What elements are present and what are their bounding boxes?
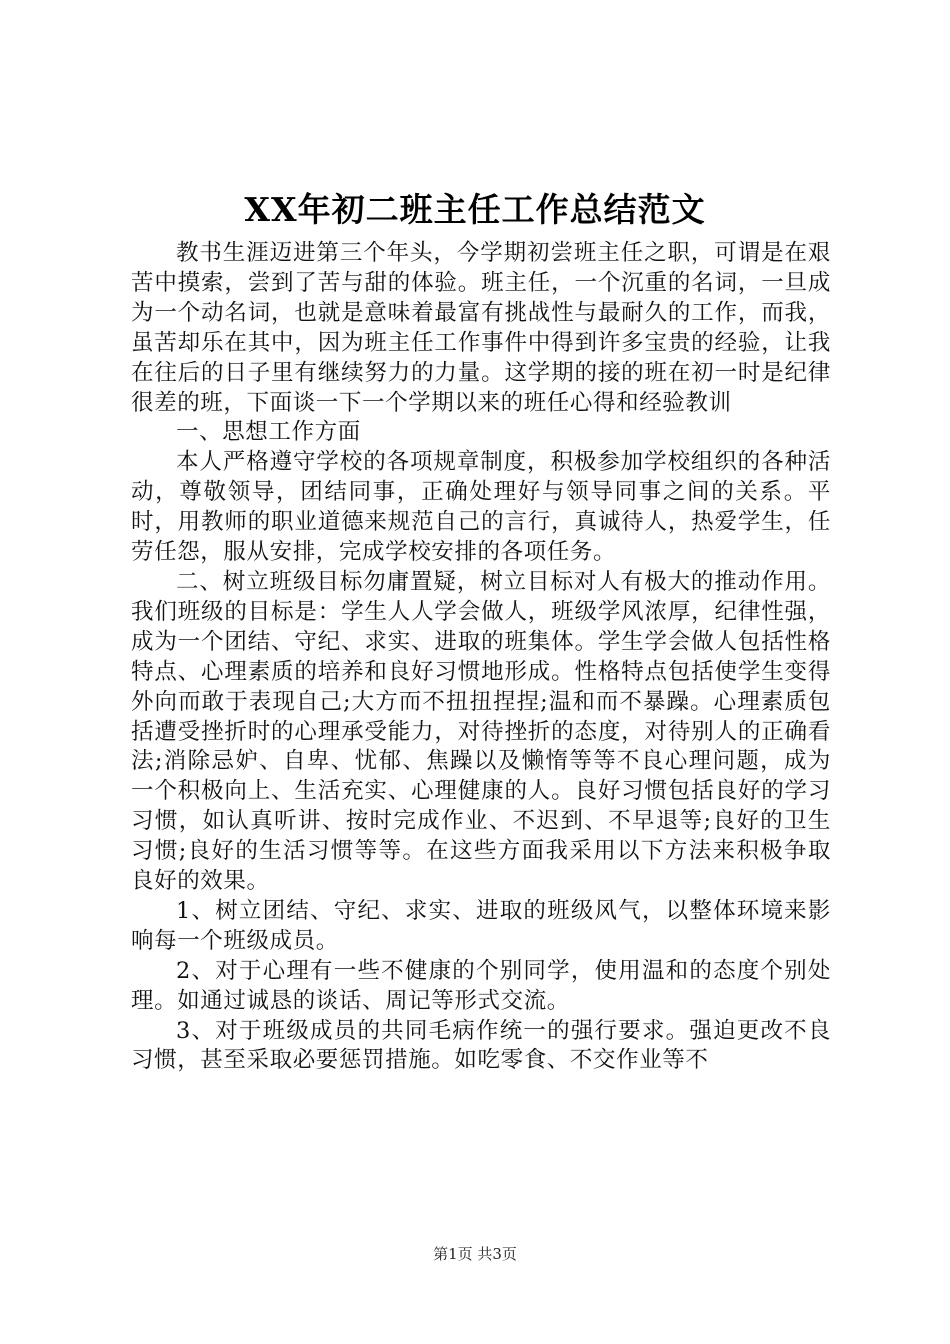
paragraph-intro: 教书生涯迈进第三个年头，今学期初尝班主任之职，可谓是在艰苦中摸索，尝到了苦与甜的体验。班主任，一个沉重的名词，一旦成为一个动名词，也就是意味着最富有挑战性与最耐久的工作，而我，虽苦却乐在其中，因为班主任工作事件中得到许多宝贵的经验，让我在往后的日子里有继续努力的力量。这学期的接的班在初一时是纪律很差的班，下面谈一下一个学期以来的班任心得和经验教训 (131, 240, 831, 416)
paragraph-thought-work: 本人严格遵守学校的各项规章制度，积极参加学校组织的各种活动，尊敬领导，团结同事，正确处理好与领导同事之间的关系。平时，用教师的职业道德来规范自己的言行，真诚待人，热爱学生，任劳任怨，服从安排，完成学校安排的各项任务。 (131, 449, 831, 566)
section-heading-thought-work: 一、思想工作方面 (176, 419, 361, 446)
page-number-footer: 第1页 共3页 (433, 1245, 517, 1263)
list-item-1: 1、树立团结、守纪、求实、进取的班级风气，以整体环境来影响每一个班级成员。 (131, 897, 831, 954)
paragraph-class-goal: 二、树立班级目标勿庸置疑，树立目标对人有极大的推动作用。我们班级的目标是：学生人人学会做人，班级学风浓厚，纪律性强，成为一个团结、守纪、求实、进取的班集体。学生学会做人包括性格特点、心理素质的培养和良好习惯地形成。性格特点包括使学生变得外向而敢于表现自己;大方而不扭扭捏捏;温和而不暴躁。心理素质包括遭受挫折时的心理承受能力，对待挫折的态度，对待别人的正确看法;消除忌妒、自卑、忧郁、焦躁以及懒惰等等不良心理问题，成为一个积极向上、生活充实、心理健康的人。良好习惯包括良好的学习习惯，如认真听讲、按时完成作业、不迟到、不早退等;良好的卫生习惯;良好的生活习惯等等。在这些方面我采用以下方法来积极争取良好的效果。 (131, 568, 831, 895)
list-item-3: 3、对于班级成员的共同毛病作统一的强行要求。强迫更改不良习惯，甚至采取必要惩罚措施。如吃零食、不交作业等不 (131, 1017, 831, 1074)
document-title: XX年初二班主任工作总结范文 (244, 190, 706, 229)
document-body (131, 239, 831, 1076)
list-item-2: 2、对于心理有一些不健康的个别同学，使用温和的态度个别处理。如通过诚恳的谈话、周记等形式交流。 (131, 957, 831, 1014)
